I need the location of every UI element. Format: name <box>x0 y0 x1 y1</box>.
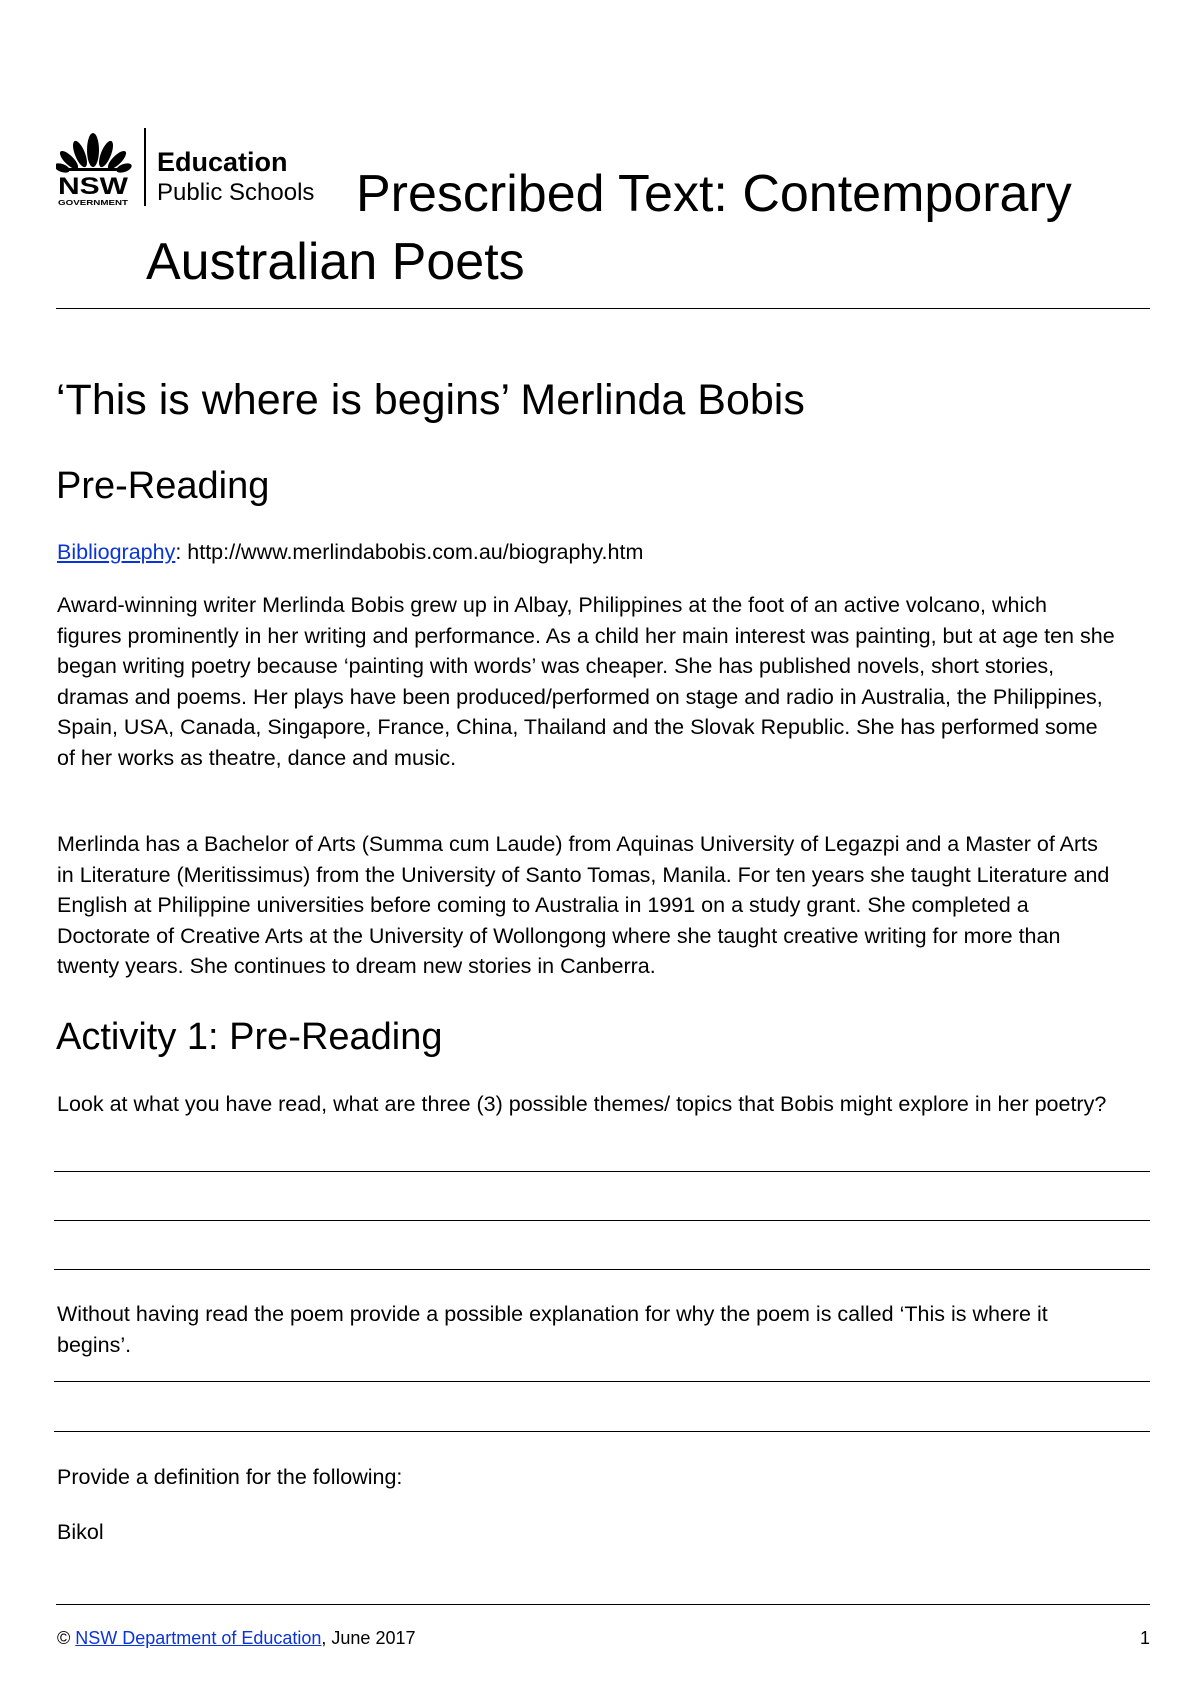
biography-paragraph-1: Award-winning writer Merlinda Bobis grew up in Albay, Philippines at the foot of an active volcano, which figures prominently in her writing and performance. As a child her main interest was painting, but at age ten she began writing poetry because ‘painting with words’ was cheaper. She has published novels, short stories, dramas and poems. Her plays have been produced/performed on stage and radio in Australia, the Philippines, Spain, USA, Canada, Singapore, France, China, Thailand and the Slovak Republic. She has performed some of her works as theatre, dance and music. <box>57 593 1115 770</box>
answer-line-3[interactable] <box>54 1269 1150 1270</box>
biography-paragraph-2: Merlinda has a Bachelor of Arts (Summa cum Laude) from Aquinas University of Legazpi and a Master of Arts in Literature (Meritissimus) from the University of Santo Tomas, Manila. For ten years she taught Literature and English at Philippine universities before coming to Australia in 1991 on a study grant. She completed a Doctorate of Creative Arts at the University of Wollongong where she taught creative writing for more than twenty years. She continues to dream new stories in Canberra. <box>57 832 1110 978</box>
logo-public-schools-text: Public Schools <box>157 179 315 206</box>
footer-date: , June 2017 <box>321 1628 416 1648</box>
bibliography-url: : http://www.merlindabobis.com.au/biography.htm <box>175 540 644 564</box>
term-bikol: Bikol <box>57 1520 104 1544</box>
footer-copyright <box>57 1626 415 1650</box>
nsw-department-link[interactable]: NSW Department of Education <box>75 1628 322 1648</box>
pre-reading-heading: Pre-Reading <box>56 465 270 507</box>
answer-line-4[interactable] <box>54 1381 1150 1382</box>
activity-heading: Activity 1: Pre-Reading <box>56 1016 443 1058</box>
page-title: Prescribed Text: Contemporary Australian Poets <box>146 165 1072 291</box>
poem-heading: ‘This is where is begins’ Merlinda Bobis <box>56 376 805 424</box>
footer-divider <box>56 1604 1150 1605</box>
government-wordmark: GOVERNMENT <box>58 200 130 207</box>
waratah-icon <box>56 133 133 174</box>
question-definitions: Provide a definition for the following: <box>57 1465 403 1489</box>
logo-education-text: Education <box>157 147 288 177</box>
answer-line-2[interactable] <box>54 1220 1150 1221</box>
page-number: 1 <box>1139 1628 1150 1648</box>
answer-line-5[interactable] <box>54 1431 1150 1432</box>
bibliography-line <box>57 537 1117 568</box>
copyright-symbol: © <box>57 1628 71 1648</box>
question-themes: Look at what you have read, what are three (3) possible themes/ topics that Bobis might explore in her poetry? <box>57 1092 1107 1116</box>
bibliography-link[interactable]: Bibliography <box>57 540 176 564</box>
nsw-wordmark: NSW <box>58 173 129 200</box>
answer-line-1[interactable] <box>54 1171 1150 1172</box>
question-title-meaning: Without having read the poem provide a possible explanation for why the poem is called ‘This is where it begins’. <box>57 1302 1048 1357</box>
header-divider <box>56 308 1150 309</box>
